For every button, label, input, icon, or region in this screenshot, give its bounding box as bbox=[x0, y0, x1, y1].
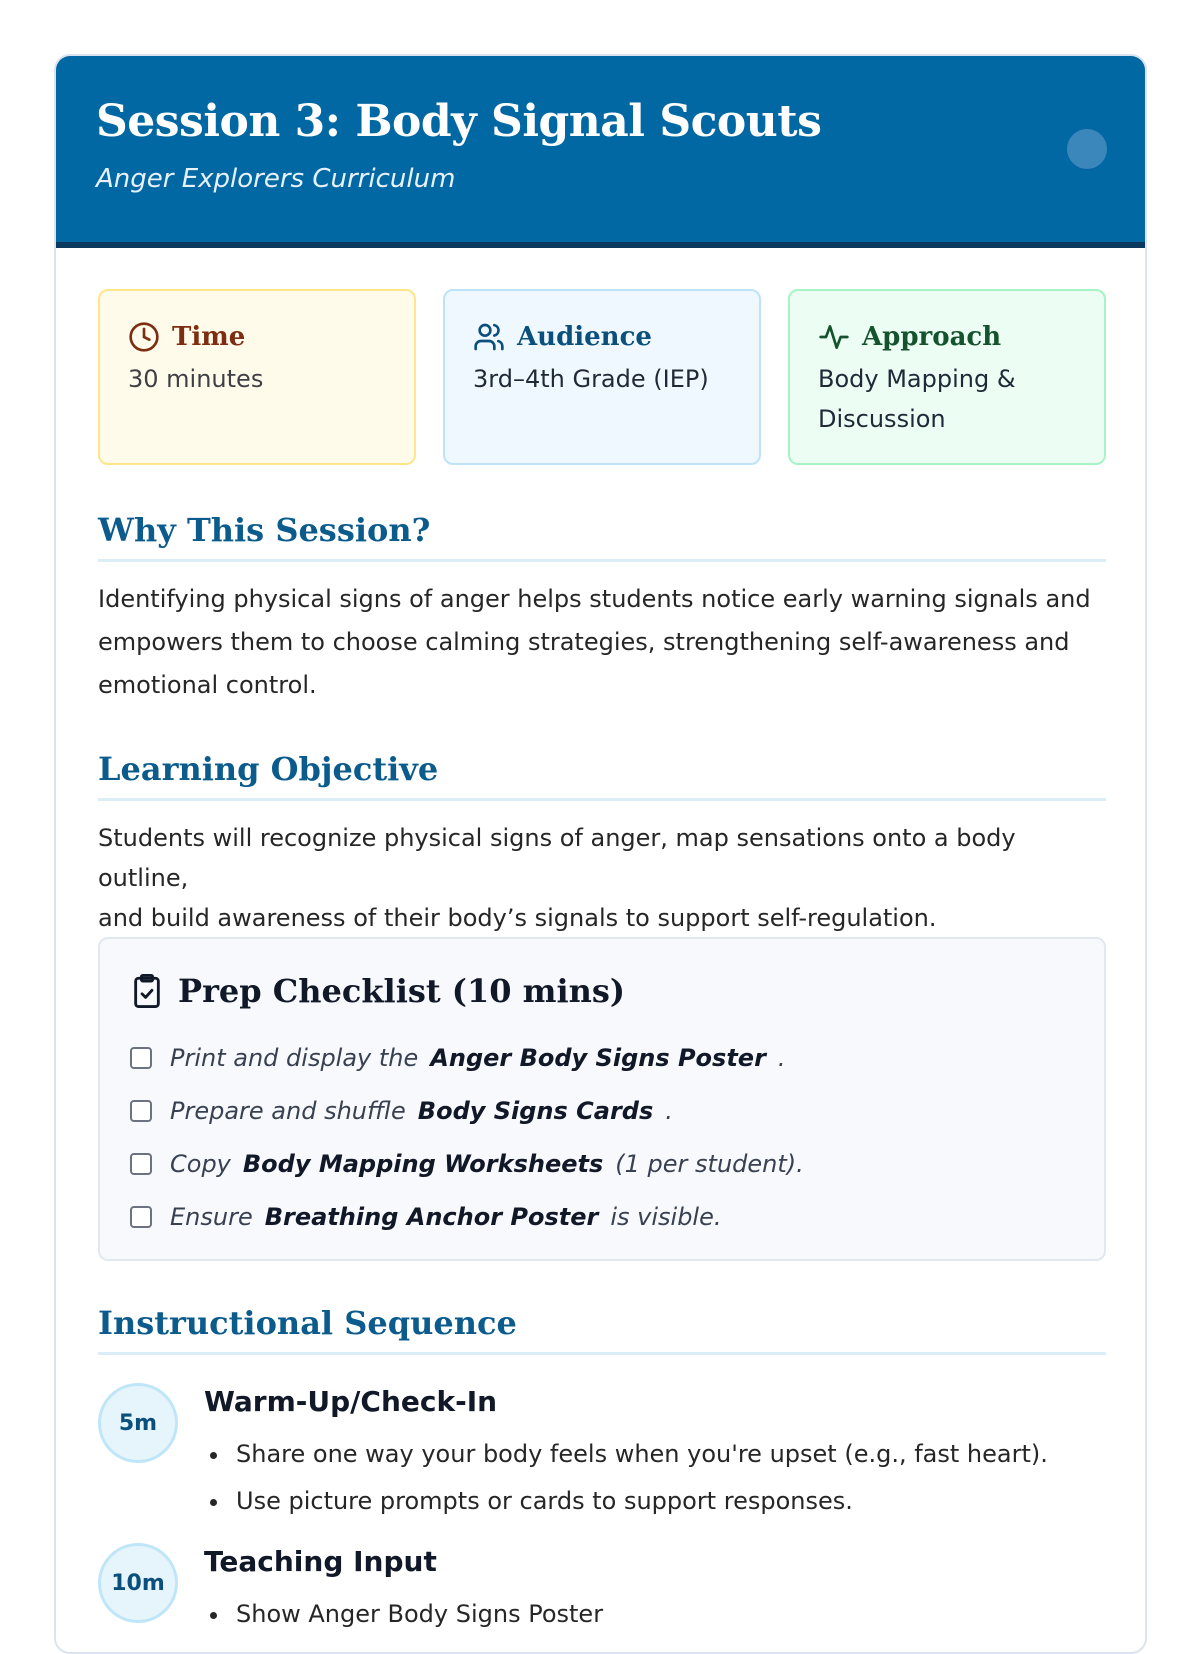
why-line: empowers them to choose calming strategies, strengthening self-awareness and bbox=[98, 628, 1070, 656]
page-subtitle: Anger Explorers Curriculum bbox=[96, 164, 456, 194]
info-label-approach: Approach bbox=[862, 322, 1002, 352]
checklist-material: Anger Body Signs Poster bbox=[430, 1043, 766, 1072]
checklist-text: Ensure bbox=[170, 1202, 253, 1231]
step-duration-badge: 10m bbox=[98, 1543, 178, 1623]
prep-checklist bbox=[98, 937, 1106, 1261]
page-title: Session 3: Body Signal Scouts bbox=[96, 96, 822, 147]
users-icon bbox=[473, 321, 505, 353]
info-box-time bbox=[98, 289, 416, 465]
why-line: emotional control. bbox=[98, 671, 317, 699]
section-title-why: Why This Session? bbox=[98, 511, 1106, 562]
step-bullets bbox=[204, 1431, 1048, 1525]
checklist-text: . bbox=[777, 1043, 786, 1072]
info-label-time: Time bbox=[172, 322, 246, 352]
lesson-card bbox=[54, 54, 1147, 1654]
info-value-time: 30 minutes bbox=[128, 365, 264, 393]
objective-paragraph bbox=[98, 818, 1106, 938]
objective-line: Students will recognize physical signs of anger, map sensations onto a body outline, bbox=[98, 824, 1016, 892]
info-value-approach-line2: Discussion bbox=[818, 405, 946, 433]
step-bullet: Share one way your body feels when you're upset (e.g., fast heart). bbox=[204, 1431, 1048, 1478]
objective-line: and build awareness of their body’s signals to support self-regulation. bbox=[98, 904, 937, 932]
checklist-text: Copy bbox=[170, 1149, 231, 1178]
checkbox[interactable] bbox=[130, 1047, 152, 1069]
info-value-approach-line1: Body Mapping & bbox=[818, 365, 1016, 393]
step-bullets bbox=[204, 1591, 603, 1638]
checklist-text: Prepare and shuffle bbox=[170, 1096, 406, 1125]
step-title: Teaching Input bbox=[204, 1545, 437, 1578]
checklist-material: Body Mapping Worksheets bbox=[242, 1149, 604, 1178]
header bbox=[56, 56, 1145, 248]
checklist-text: is visible. bbox=[610, 1202, 722, 1231]
header-decoration-dot bbox=[1067, 129, 1107, 169]
why-paragraph bbox=[98, 578, 1106, 707]
section-title-objective: Learning Objective bbox=[98, 750, 1106, 801]
pulse-icon bbox=[818, 321, 850, 353]
checklist-material: Body Signs Cards bbox=[417, 1096, 654, 1125]
checklist-text: (1 per student). bbox=[615, 1149, 804, 1178]
checklist-item[interactable] bbox=[130, 1190, 1074, 1243]
info-value-audience: 3rd–4th Grade (IEP) bbox=[473, 365, 709, 393]
clipboard-check-icon bbox=[130, 972, 164, 1010]
checklist-item[interactable] bbox=[130, 1137, 1074, 1190]
step-duration-badge: 5m bbox=[98, 1383, 178, 1463]
checklist-text: Print and display the bbox=[170, 1043, 419, 1072]
step-title: Warm-Up/Check-In bbox=[204, 1385, 498, 1418]
info-value-approach bbox=[818, 359, 1076, 439]
checkbox[interactable] bbox=[130, 1100, 152, 1122]
checkbox[interactable] bbox=[130, 1153, 152, 1175]
why-line: Identifying physical signs of anger helps students notice early warning signals and bbox=[98, 585, 1091, 613]
section-title-sequence: Instructional Sequence bbox=[98, 1304, 1106, 1355]
checklist-text: . bbox=[665, 1096, 673, 1125]
info-label-audience: Audience bbox=[517, 322, 652, 352]
checklist-item[interactable] bbox=[130, 1084, 1074, 1137]
prep-title: Prep Checklist (10 mins) bbox=[178, 972, 626, 1010]
step-bullet: Show Anger Body Signs Poster bbox=[204, 1591, 603, 1638]
info-box-audience bbox=[443, 289, 761, 465]
step-bullet: Use picture prompts or cards to support responses. bbox=[204, 1478, 1048, 1525]
clock-icon bbox=[128, 321, 160, 353]
checkbox[interactable] bbox=[130, 1206, 152, 1228]
info-box-approach bbox=[788, 289, 1106, 465]
checklist-material: Breathing Anchor Poster bbox=[264, 1202, 599, 1231]
checklist-item[interactable] bbox=[130, 1031, 1074, 1084]
